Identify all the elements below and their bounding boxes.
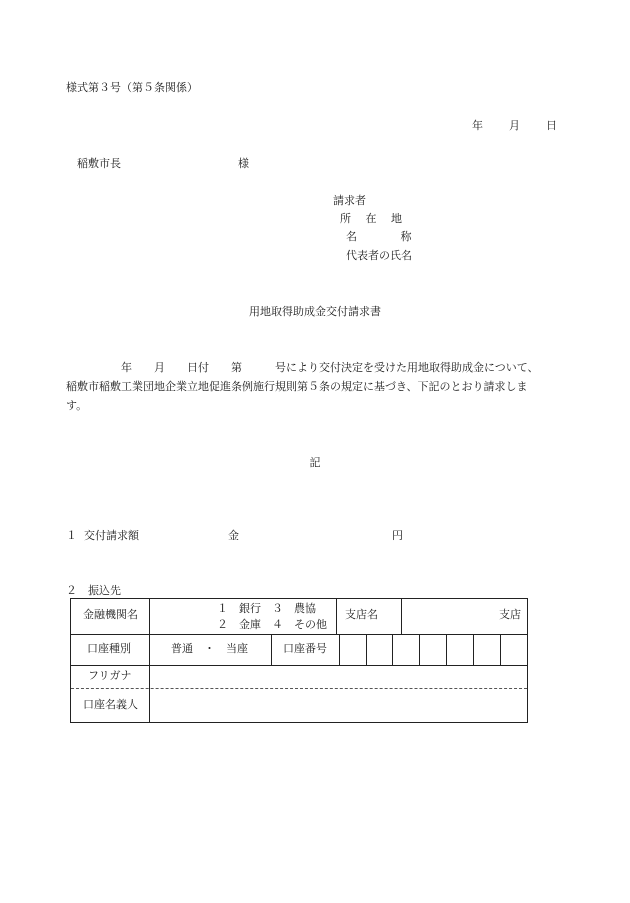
table-divider — [71, 688, 527, 689]
account-digit-box — [473, 634, 474, 665]
table-divider — [71, 665, 527, 666]
institution-options-line2: ２ 金庫 ４ その他 — [217, 618, 327, 631]
date-month: 月 — [509, 119, 520, 132]
date-line — [472, 119, 557, 133]
table-divider — [271, 634, 272, 665]
account-digit-box — [446, 634, 447, 665]
transfer-heading: ２ 振込先 — [66, 584, 121, 597]
institution-options-line1: １ 銀行 ３ 農協 — [217, 602, 316, 615]
branch-label: 支店名 — [345, 608, 378, 621]
bank-transfer-table — [70, 598, 528, 723]
account-digit-box — [419, 634, 420, 665]
account-type-options: 普通 ・ 当座 — [171, 642, 248, 655]
account-type-label: 口座種別 — [87, 642, 131, 655]
amount-yen: 円 — [392, 529, 403, 542]
requester-label: 請求者 — [333, 194, 366, 207]
requester-name-label: 名 称 — [346, 230, 412, 243]
date-day: 日 — [546, 119, 557, 132]
requester-address-label: 所 在 地 — [340, 212, 402, 225]
table-divider — [71, 634, 527, 635]
ki-heading: 記 — [309, 456, 321, 469]
account-digit-box — [392, 634, 393, 665]
account-number-label: 口座番号 — [283, 642, 327, 655]
furigana-label: フリガナ — [88, 669, 132, 682]
body-text — [66, 358, 571, 415]
document-title: 用地取得助成金交付請求書 — [249, 305, 381, 318]
account-holder-label: 口座名義人 — [83, 698, 138, 711]
body-line-3: す。 — [66, 399, 88, 412]
table-divider — [339, 634, 340, 665]
date-year: 年 — [472, 119, 483, 132]
amount-number: １ — [66, 529, 77, 542]
addressee: 稲敷市長 — [77, 157, 121, 170]
body-line-1: 年 月 日付 第 号により交付決定を受けた用地取得助成金について、 — [66, 361, 539, 374]
branch-suffix: 支店 — [499, 608, 521, 621]
form-number: 様式第３号（第５条関係） — [66, 81, 198, 94]
table-divider — [149, 599, 150, 722]
account-digit-box — [366, 634, 367, 665]
table-divider — [336, 599, 337, 634]
institution-label: 金融機関名 — [83, 608, 138, 621]
amount-label: 交付請求額 — [84, 529, 139, 542]
requester-representative-label: 代表者の氏名 — [346, 249, 412, 262]
table-divider — [401, 599, 402, 634]
body-line-2: 稲敷市稲敷工業団地企業立地促進条例施行規則第５条の規定に基づき、下記のとおり請求しま — [66, 380, 528, 393]
account-digit-box — [500, 634, 501, 665]
honorific: 様 — [238, 157, 249, 170]
amount-kin: 金 — [228, 529, 239, 542]
